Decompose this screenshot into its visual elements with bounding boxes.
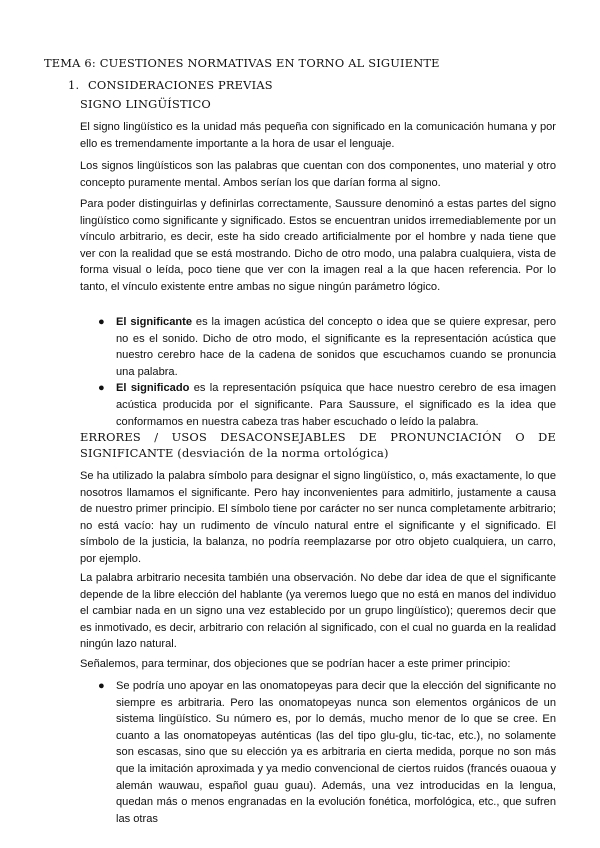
- list-item: [98, 678, 556, 827]
- paragraph-4: [80, 468, 556, 568]
- paragraph-1: [80, 119, 556, 152]
- paragraph-text: Señalemos, para terminar, dos objeciones que se podrían hacer a este primer principio:: [80, 658, 511, 670]
- term-definition: es la representación psíquica que hace nuestro cerebro de esa imagen acústica producida por el significante. Para Saussure, el significado es la idea que conformamos en nuestra cabeza tras haber escuchado o leído la palabra.: [116, 382, 556, 428]
- bullet-icon: ●: [98, 316, 105, 328]
- paragraph-3: [80, 196, 556, 296]
- list-item: [98, 314, 556, 380]
- paragraph-text: La palabra arbitrario necesita también una observación. No debe dar idea de que el significante depende de la libre elección del hablante (ya veremos luego que no está en manos del individuo el cambiar nada en un signo una vez establecido por un grupo lingüístico); queremos decir que es inmotivado, es decir, arbitrario con relación al significado, con el cual no guarda en la realidad ningún lazo natural.: [80, 572, 556, 651]
- section-label: CONSIDERACIONES PREVIAS: [88, 78, 273, 92]
- paragraph-5: [80, 570, 556, 653]
- bullet-icon: ●: [98, 680, 105, 692]
- list-item: [98, 380, 556, 430]
- bullet-icon: ●: [98, 382, 105, 395]
- section-heading: [68, 78, 273, 92]
- paragraph-text: Se ha utilizado la palabra símbolo para designar el signo lingüístico, o, más exactamente, lo que nosotros llamamos el significante. Pero hay inconvenientes para admitirlo, justamente a causa de nuestro primer principio. El símbolo tiene por carácter no ser nunca completamente arbitrario; no está vacío: hay un rudimento de vínculo natural entre el significante y el significado. El símbolo de la justicia, la balanza, no podría reemplazarse por otro objeto cualquiera, un carro, por ejemplo.: [80, 470, 556, 565]
- bullet-list-1: [98, 314, 556, 430]
- term-bold: El significante: [116, 316, 193, 328]
- paragraph-text: El signo lingüístico es la unidad más pequeña con significado en la comunicación humana y por ello es tremendamente importante a la hora de usar el lenguaje.: [80, 121, 556, 150]
- bullet-list-2: [98, 678, 556, 827]
- paragraph-text: Los signos lingüísticos son las palabras que cuentan con dos componentes, uno material y otro concepto puramente mental. Ambos serían los que darían forma al signo.: [80, 160, 556, 189]
- subheading-errores: ERRORES / USOS DESACONSEJABLES DE PRONUNCIACIÓN O DE SIGNIFICANTE (desviación de la norma ortológica): [80, 430, 556, 460]
- paragraph-6: [80, 656, 556, 673]
- section-number: 1.: [68, 78, 80, 92]
- paragraph-2: [80, 158, 556, 191]
- term-bold: El significado: [116, 382, 190, 395]
- term-definition: es la imagen acústica del concepto o idea que se quiere expresar, pero no es el sonido. Dicho de otro modo, el significante es la representación acústica que nuestro cerebro hace de la cadena de sonidos que escuchamos cuando se pronuncia una palabra.: [116, 316, 556, 378]
- subheading-signo: SIGNO LINGÜÍSTICO: [80, 97, 211, 111]
- document-title: TEMA 6: CUESTIONES NORMATIVAS EN TORNO AL SIGUIENTE: [44, 56, 440, 70]
- paragraph-text: Para poder distinguirlas y definirlas correctamente, Saussure denominó a estas partes del signo lingüístico como significante y significado. Estos se encuentran unidos irremediablemente por un vínculo arbitrario, es decir, este ha sido creado artificialmente por el hombre y nada tiene que ver con la realidad que se está mostrando. Dicho de otro modo, una palabra cualquiera, vista de forma visual o leída, poco tiene que ver con la imagen real a la que hacen referencia. Por lo tanto, el vínculo existente entre ambas no sigue ningún parámetro lógico.: [80, 198, 556, 293]
- list-item-text: Se podría uno apoyar en las onomatopeyas para decir que la elección del significante no siempre es arbitraria. Pero las onomatopeyas nunca son elementos orgánicos de un sistema lingüístico. Su número es, por lo demás, mucho menor de lo que se cree. En cuanto a las onomatopeyas auténticas (las del tipo glu-glu, tic-tac, etc.), no solamente son escasas, sino que su elección ya es arbitraria en cierta medida, porque no son más que la imitación aproximada y ya medio convencional de ciertos ruidos (francés ouaoua y alemán wauwau, español guau guau). Además, una vez introducidas en la lengua, quedan más o menos engranadas en la evolución fonética, morfológica, etc., que sufren las otras: [116, 680, 556, 825]
